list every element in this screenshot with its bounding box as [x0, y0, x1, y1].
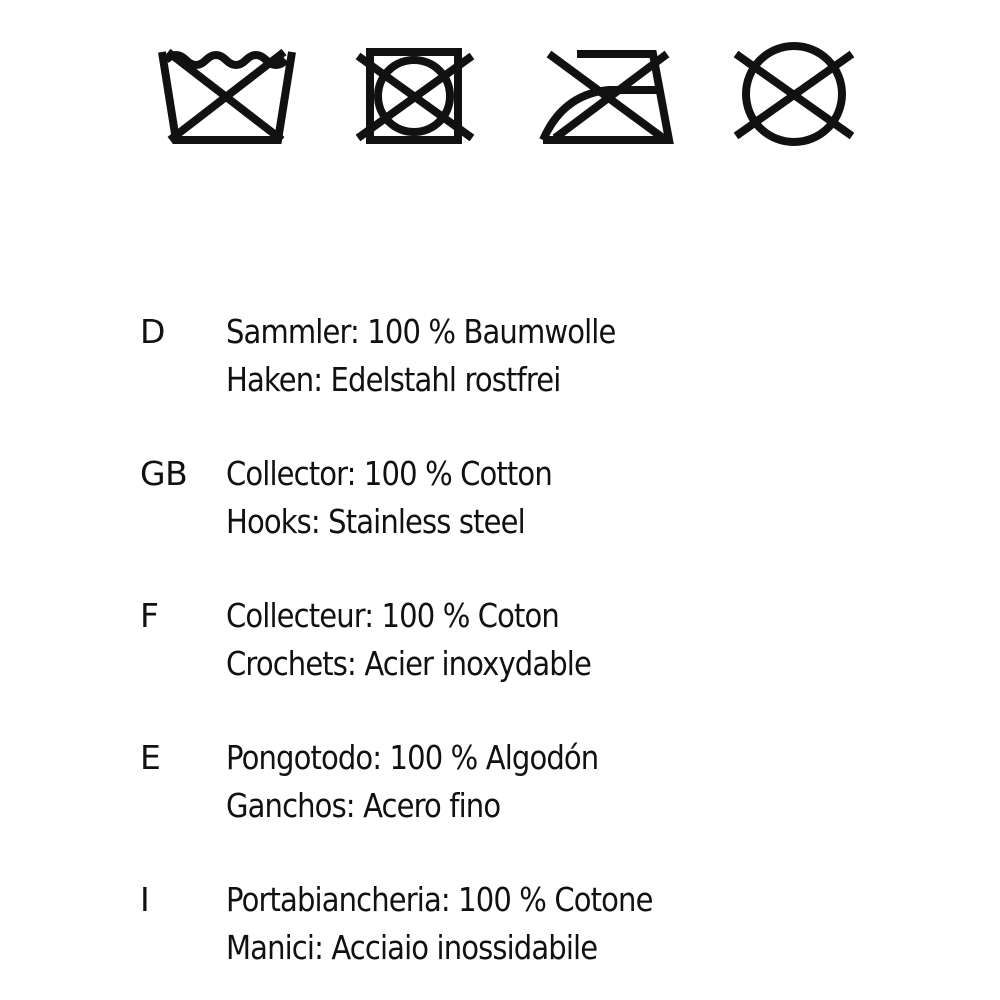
material-line: Collecteur: 100 % Coton [226, 596, 559, 635]
hooks-line: Crochets: Acier inoxydable [226, 644, 591, 683]
language-code: I [140, 880, 150, 919]
entry-gb [0, 442, 1000, 542]
entry-f [0, 584, 1000, 684]
material-line: Portabiancheria: 100 % Cotone [226, 880, 653, 919]
hooks-line: Manici: Acciaio inossidabile [226, 928, 598, 967]
language-code: GB [140, 454, 188, 493]
care-symbols-row [0, 0, 1000, 160]
language-code: D [140, 312, 165, 351]
hooks-line: Haken: Edelstahl rostfrei [226, 360, 561, 399]
entry-d [0, 300, 1000, 400]
do-not-iron-icon [535, 40, 679, 148]
language-code: E [140, 738, 161, 777]
entry-e [0, 726, 1000, 826]
material-line: Pongotodo: 100 % Algodón [226, 738, 599, 777]
material-line: Sammler: 100 % Baumwolle [226, 312, 616, 351]
hooks-line: Hooks: Stainless steel [226, 502, 525, 541]
language-code: F [140, 596, 159, 635]
do-not-dry-clean-icon [730, 40, 858, 148]
do-not-tumble-dry-icon [352, 40, 478, 148]
entry-i [0, 868, 1000, 968]
do-not-wash-icon [154, 40, 302, 148]
material-line: Collector: 100 % Cotton [226, 454, 552, 493]
hooks-line: Ganchos: Acero fino [226, 786, 501, 825]
